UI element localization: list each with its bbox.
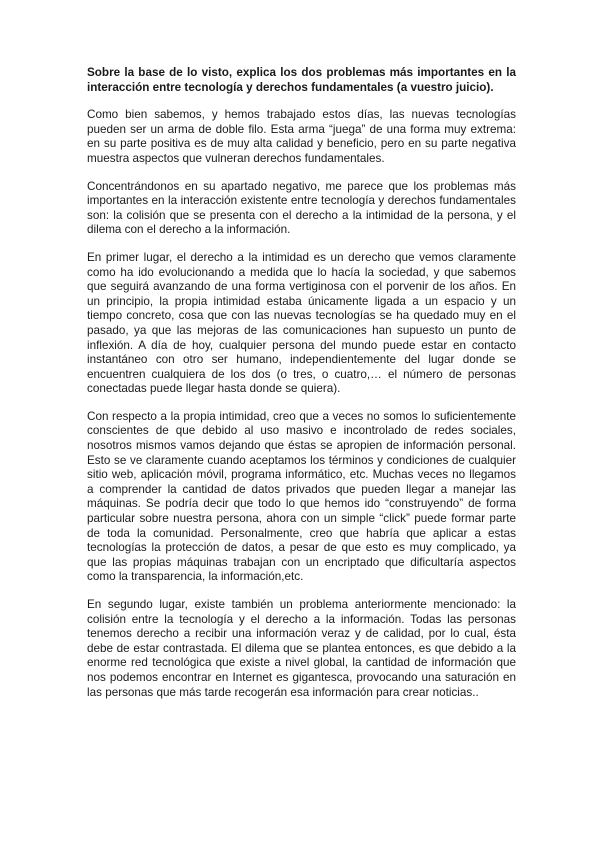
paragraph-intro: Como bien sabemos, y hemos trabajado estos días, las nuevas tecnologías pueden ser un arma de doble filo. Esta arma “juega” de una forma muy extrema: en su parte positiva es de muy alta calidad y beneficio, pero en su parte negativa muestra aspectos que vulneran derechos fundamentales. bbox=[87, 108, 516, 165]
document-title: Sobre la base de lo visto, explica los dos problemas más importantes en la interacción entre tecnología y derechos fundamentales (a vuestro juicio). bbox=[87, 66, 516, 94]
paragraph-privacy-data: Con respecto a la propia intimidad, creo que a veces no somos lo suficientemente conscientes de que debido al uso masivo e incontrolado de redes sociales, nosotros mismos vamos dejando que éstas se apropien de información personal. Esto se ve claramente cuando aceptamos los términos y condiciones de cualquier sitio web, aplicación móvil, programa informático, etc. Muchas veces no llegamos a comprender la cantidad de datos privados que pueden llegar a manejar las máquinas. Se podría decir que todo lo que hemos ido “construyendo” de forma particular sobre nuestra persona, ahora con un simple “click” puede formar parte de toda la comunidad. Personalmente, creo que habría que aplicar a estas tecnologías la protección de datos, a pesar de que esto es muy complicado, ya que las propias máquinas trabajan con un encriptado que dificultaría aspectos como la transparencia, la información,etc. bbox=[87, 409, 516, 584]
paragraph-information: En segundo lugar, existe también un problema anteriormente mencionado: la colisión entre la tecnología y el derecho a la información. Todas las personas tenemos derecho a recibir una información veraz y de calidad, por lo cual, ésta debe de estar contrastada. El dilema que se plantea entonces, es que debido a la enorme red tecnológica que existe a nivel global, la cantidad de información que nos podemos encontrar en Internet es gigantesca, provocando una saturación en las personas que más tarde recogerán esa información para crear noticias.. bbox=[87, 598, 516, 699]
paragraph-problems: Concentrándonos en su apartado negativo, me parece que los problemas más importantes en la interacción existente entre tecnología y derechos fundamentales son: la colisión que se presenta con el derecho a la intimidad de la persona, y el dilema con el derecho a la información. bbox=[87, 179, 516, 237]
document-body bbox=[87, 66, 516, 713]
paragraph-privacy: En primer lugar, el derecho a la intimidad es un derecho que vemos claramente como ha ido evolucionando a medida que lo hacía la sociedad, y que sabemos que seguirá avanzando de una forma vertiginosa con el porvenir de los años. En un principio, la propia intimidad estaba únicamente ligada a un espacio y un tiempo concreto, cosa que con las nuevas tecnologías se ha quedado muy en el pasado, ya que las mejoras de las comunicaciones han supuesto un punto de inflexión. A día de hoy, cualquier persona del mundo puede estar en contacto instantáneo con otro ser humano, independientemente del lugar donde se encuentren cualquiera de los dos (o tres, o cuatro,… el número de personas conectadas puede llegar hasta donde se quiera). bbox=[87, 250, 516, 396]
